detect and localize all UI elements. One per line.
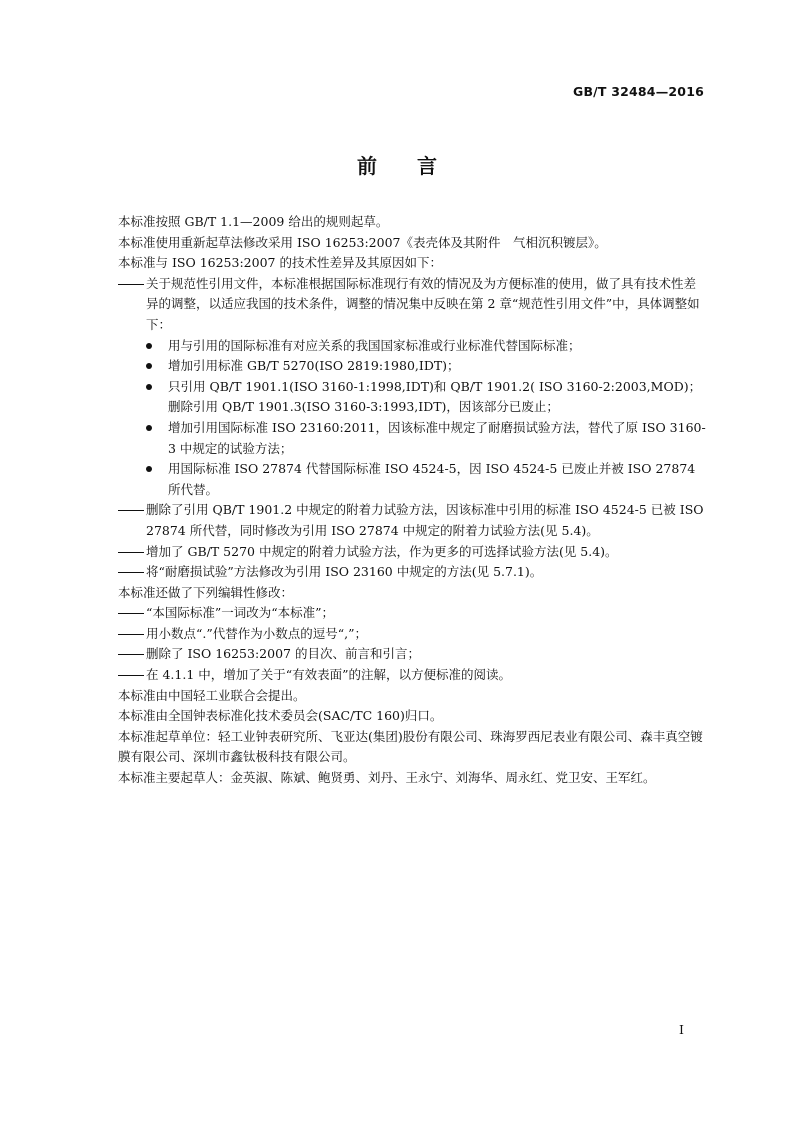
paragraph-drafting-units: 本标准起草单位：轻工业钟表研究所、飞亚达(集团)股份有限公司、珠海罗西尼表业有限公司、森丰真空镀膜有限公司、深圳市鑫钛极科技有限公司。 — [118, 728, 703, 765]
dash-item-abrasion: 将“耐磨损试验”方法修改为引用 ISO 23160 中规定的方法(见 5.7.1)。 — [118, 562, 708, 583]
dash-item-editorial-2: 用小数点“.”代替作为小数点的逗号“,”； — [118, 624, 708, 645]
paragraph-adoption: 本标准使用重新起草法修改采用 ISO 16253:2007《表壳体及其附件 气相沉积镀层》。 — [118, 234, 607, 250]
dash-item-editorial-3: 删除了 ISO 16253:2007 的目次、前言和引言； — [118, 644, 708, 665]
paragraph-centralized-by: 本标准由全国钟表标准化技术委员会(SAC/TC 160)归口。 — [118, 708, 443, 724]
bullet-item-5: 用国际标准 ISO 27874 代替国际标准 ISO 4524-5，因 ISO 4524-5 已废止并被 ISO 27874 所代替。 — [118, 459, 708, 500]
dash-item-editorial-4: 在 4.1.1 中，增加了关于“有效表面”的注解，以方便标准的阅读。 — [118, 665, 708, 686]
dash-item-adhesion-added: 增加了 GB/T 5270 中规定的附着力试验方法，作为更多的可选择试验方法(见 5.4)。 — [118, 542, 708, 563]
paragraph-drafting-rules: 本标准按照 GB/T 1.1—2009 给出的规则起草。 — [118, 214, 389, 229]
bullet-item-3: 只引用 QB/T 1901.1(ISO 3160-1:1998,IDT)和 QB/T 1901.2( ISO 3160-2:2003,MOD)；删除引用 QB/T 1901.3(ISO 3160-3:1993,IDT)，因该部分已废止； — [118, 377, 708, 418]
paragraph-editorial-intro: 本标准还做了下列编辑性修改： — [118, 584, 294, 600]
title-char-1: 前 — [357, 154, 377, 178]
title-char-2: 言 — [417, 154, 437, 178]
paragraph-proposed-by: 本标准由中国轻工业联合会提出。 — [118, 687, 306, 703]
bullet-item-4: 增加引用国际标准 ISO 23160:2011，因该标准中规定了耐磨损试验方法，替代了原 ISO 3160-3 中规定的试验方法； — [118, 418, 708, 459]
paragraph-differences-intro: 本标准与 ISO 16253:2007 的技术性差异及其原因如下： — [118, 255, 442, 271]
dash-item-adhesion-removed: 删除了引用 QB/T 1901.2 中规定的附着力试验方法，因该标准中引用的标准 ISO 4524-5 已被 ISO 27874 所代替，同时修改为引用 ISO 27874 中规定的附着力试验方法(见 5.4)。 — [118, 500, 708, 541]
foreword-body — [118, 212, 708, 789]
bullet-item-2: 增加引用标准 GB/T 5270(ISO 2819:1980,IDT)； — [118, 356, 708, 377]
page-title — [0, 150, 794, 179]
standard-code: GB/T 32484—2016 — [572, 84, 704, 99]
dash-item-normative-references: 关于规范性引用文件，本标准根据国际标准现行有效的情况及为方便标准的使用，做了具有技术性差异的调整，以适应我国的技术条件，调整的情况集中反映在第 2 章“规范性引用文件”中，具体调整如下： — [118, 274, 708, 336]
paragraph-drafters: 本标准主要起草人：金英淑、陈斌、鲍贤勇、刘丹、王永宁、刘海华、周永红、党卫安、王军红。 — [118, 770, 656, 786]
dash-item-editorial-1: “本国际标准”一词改为“本标准”； — [118, 603, 708, 624]
bullet-item-1: 用与引用的国际标准有对应关系的我国国家标准或行业标准代替国际标准； — [118, 336, 708, 357]
page-number: I — [679, 1022, 684, 1037]
